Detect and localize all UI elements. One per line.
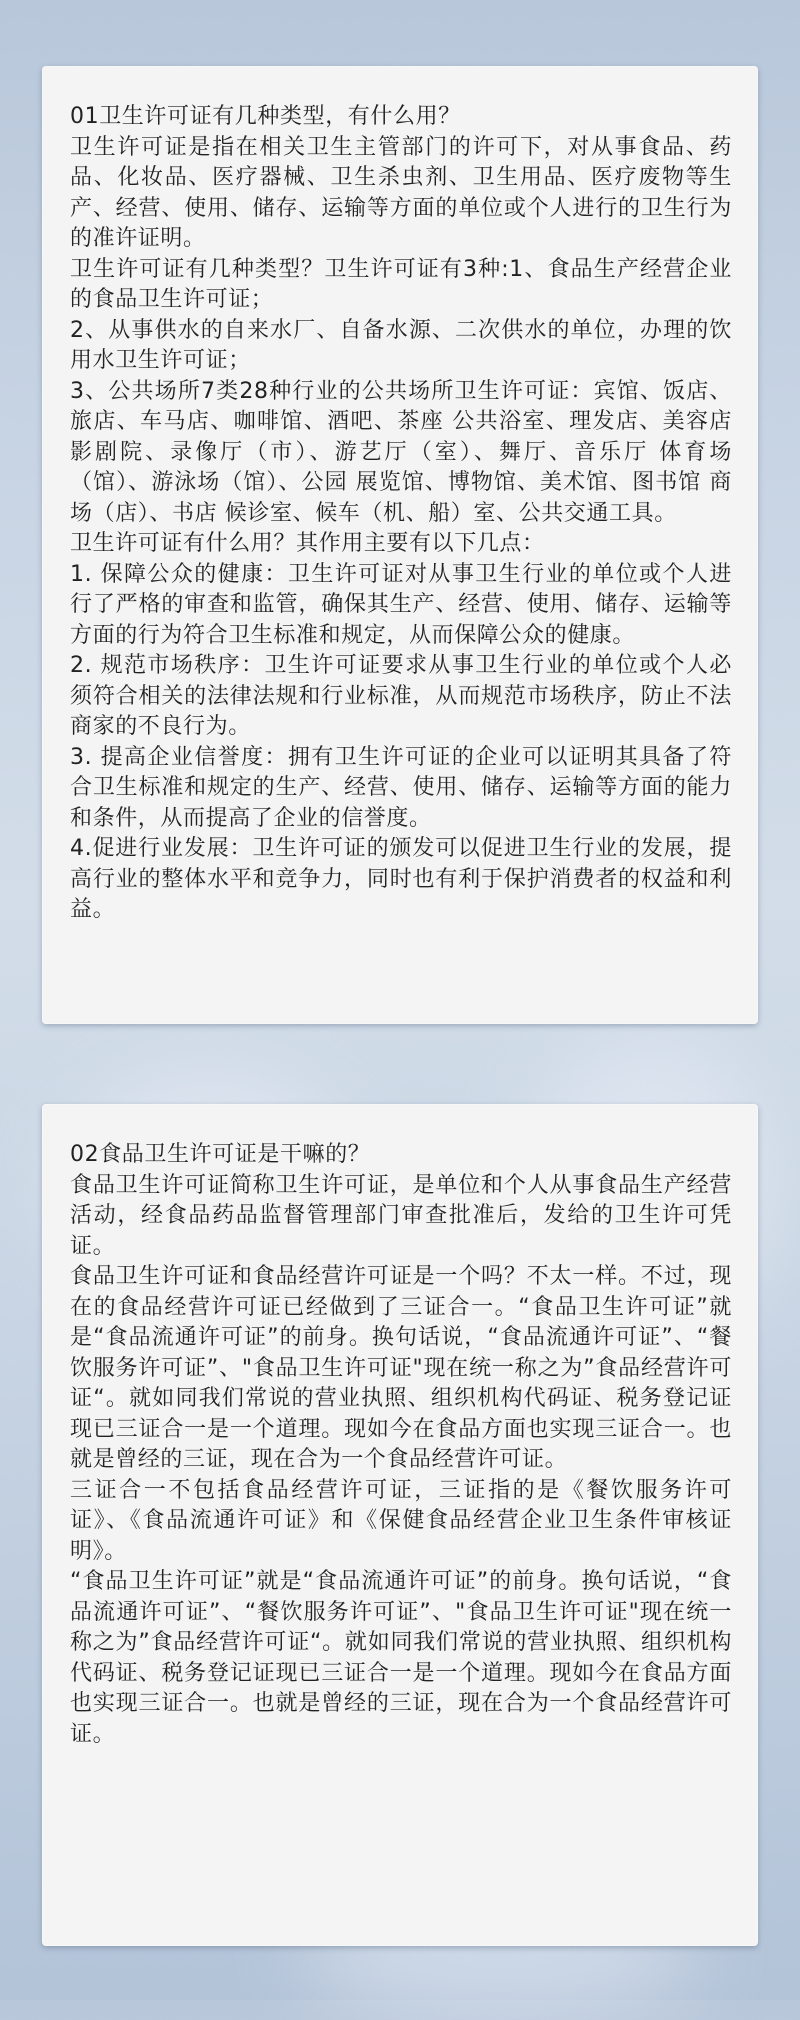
card-heading: 01卫生许可证有几种类型，有什么用？ bbox=[70, 104, 461, 129]
list-item: 4.促进行业发展：卫生许可证的颁发可以促进卫生行业的发展，提高行业的整体水平和竞争力，同时也有利于保护消费者的权益和利益。 bbox=[70, 836, 732, 922]
info-card-food-hygiene-license bbox=[42, 1104, 758, 1946]
paragraph: 3、公共场所7类28种行业的公共场所卫生许可证：宾馆、饭店、旅店、车马店、咖啡馆、酒吧、茶座 公共浴室、理发店、美容店 影剧院、录像厅（市）、游艺厅（室）、舞厅、音乐厅 体育场（馆）、游泳场（馆）、公园 展览馆、博物馆、美术馆、图书馆 商场（店）、书店 候诊室、候车（机、船）室、公共交通工具。 bbox=[70, 378, 732, 526]
list-item: 3. 提高企业信誉度：拥有卫生许可证的企业可以证明其具备了符合卫生标准和规定的生产、经营、使用、储存、运输等方面的能力和条件，从而提高了企业的信誉度。 bbox=[70, 744, 732, 831]
list-item: 1. 保障公众的健康：卫生许可证对从事卫生行业的单位或个人进行了严格的审查和监管，确保其生产、经营、使用、储存、运输等方面的行为符合卫生标准和规定，从而保障公众的健康。 bbox=[70, 561, 732, 648]
paragraph: 食品卫生许可证简称卫生许可证，是单位和个人从事食品生产经营活动，经食品药品监督管理部门审查批准后，发给的卫生许可凭证。 bbox=[70, 1172, 732, 1259]
paragraph: 卫生许可证有什么用？其作用主要有以下几点： bbox=[70, 531, 545, 556]
paragraph: 卫生许可证有几种类型？卫生许可证有3种:1、食品生产经营企业的食品卫生许可证； bbox=[70, 256, 732, 312]
card-heading: 02食品卫生许可证是干嘛的？ bbox=[70, 1142, 371, 1167]
paragraph: 2、从事供水的自来水厂、自备水源、二次供水的单位，办理的饮用水卫生许可证； bbox=[70, 317, 732, 373]
info-card-hygiene-license-types bbox=[42, 66, 758, 1024]
list-item: 2. 规范市场秩序：卫生许可证要求从事卫生行业的单位或个人必须符合相关的法律法规和行业标准，从而规范市场秩序，防止不法商家的不良行为。 bbox=[70, 653, 732, 739]
paragraph: 食品卫生许可证和食品经营许可证是一个吗？不太一样。不过，现在的食品经营许可证已经做到了三证合一。“食品卫生许可证”就是“食品流通许可证”的前身。换句话说，“食品流通许可证”、“餐饮服务许可证”、"食品卫生许可证"现在统一称之为”食品经营许可证“。就如同我们常说的营业执照、组织机构代码证、税务登记证现已三证合一是一个道理。现如今在食品方面也实现三证合一。也就是曾经的三证，现在合为一个食品经营许可证。 bbox=[70, 1264, 732, 1472]
paragraph: 三证合一不包括食品经营许可证，三证指的是《餐饮服务许可证》、《食品流通许可证》和《保健食品经营企业卫生条件审核证明》。 bbox=[70, 1477, 732, 1564]
paragraph: “食品卫生许可证”就是“食品流通许可证”的前身。换句话说，“食品流通许可证”、“餐饮服务许可证”、"食品卫生许可证"现在统一称之为”食品经营许可证“。就如同我们常说的营业执照、组织机构代码证、税务登记证现已三证合一是一个道理。现如今在食品方面也实现三证合一。也就是曾经的三证，现在合为一个食品经营许可证。 bbox=[70, 1569, 732, 1747]
paragraph: 卫生许可证是指在相关卫生主管部门的许可下，对从事食品、药品、化妆品、医疗器械、卫生杀虫剂、卫生用品、医疗废物等生产、经营、使用、储存、运输等方面的单位或个人进行的卫生行为的准许证明。 bbox=[70, 134, 732, 251]
